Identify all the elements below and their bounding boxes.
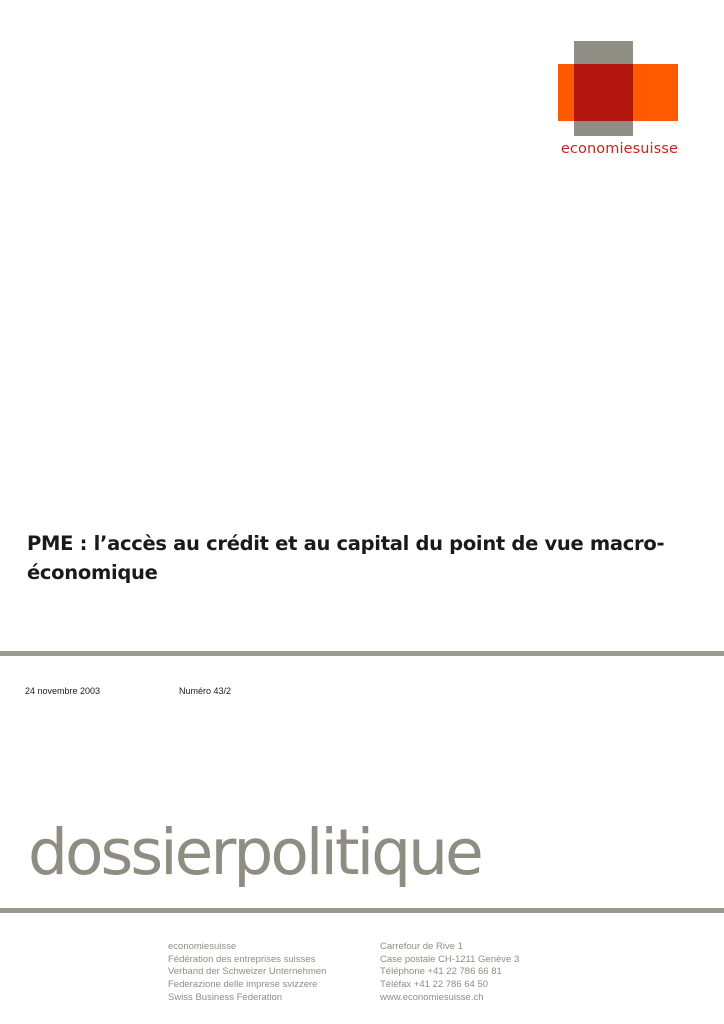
footer-phone: Téléphone +41 22 786 66 81 (380, 966, 502, 978)
footer-address: Carrefour de Rive 1 (380, 941, 463, 952)
issue-number: Numéro 43/2 (179, 686, 232, 696)
bottom-divider (0, 908, 724, 913)
logo-cross-center (574, 64, 633, 121)
publication-date: 24 novembre 2003 (25, 686, 101, 696)
footer-org-name-it: Federazione delle imprese svizzere (168, 979, 318, 991)
document-title: PME : l’accès au crédit et au capital du point de vue macro-économique (27, 532, 665, 584)
footer-po-box: Case postale CH-1211 Genève 3 (380, 953, 520, 965)
footer-org-name-en: Swiss Business Federation (168, 991, 283, 1003)
footer-org-name: economiesuisse (168, 941, 237, 952)
footer-org-name-de: Verband der Schweizer Unternehmen (168, 966, 327, 978)
footer-org-name-fr: Fédération des entreprises suisses (168, 953, 316, 965)
series-title: dossierpolitique (28, 816, 481, 889)
logo-wordmark: economiesuisse (560, 141, 678, 157)
footer-fax: Téléfax +41 22 786 64 50 (380, 979, 489, 991)
footer-organization (168, 941, 326, 1005)
top-divider (0, 651, 724, 656)
logo (0, 0, 724, 170)
footer-contact (380, 941, 519, 1005)
footer-website-link[interactable]: www.economiesuisse.ch (380, 991, 484, 1003)
